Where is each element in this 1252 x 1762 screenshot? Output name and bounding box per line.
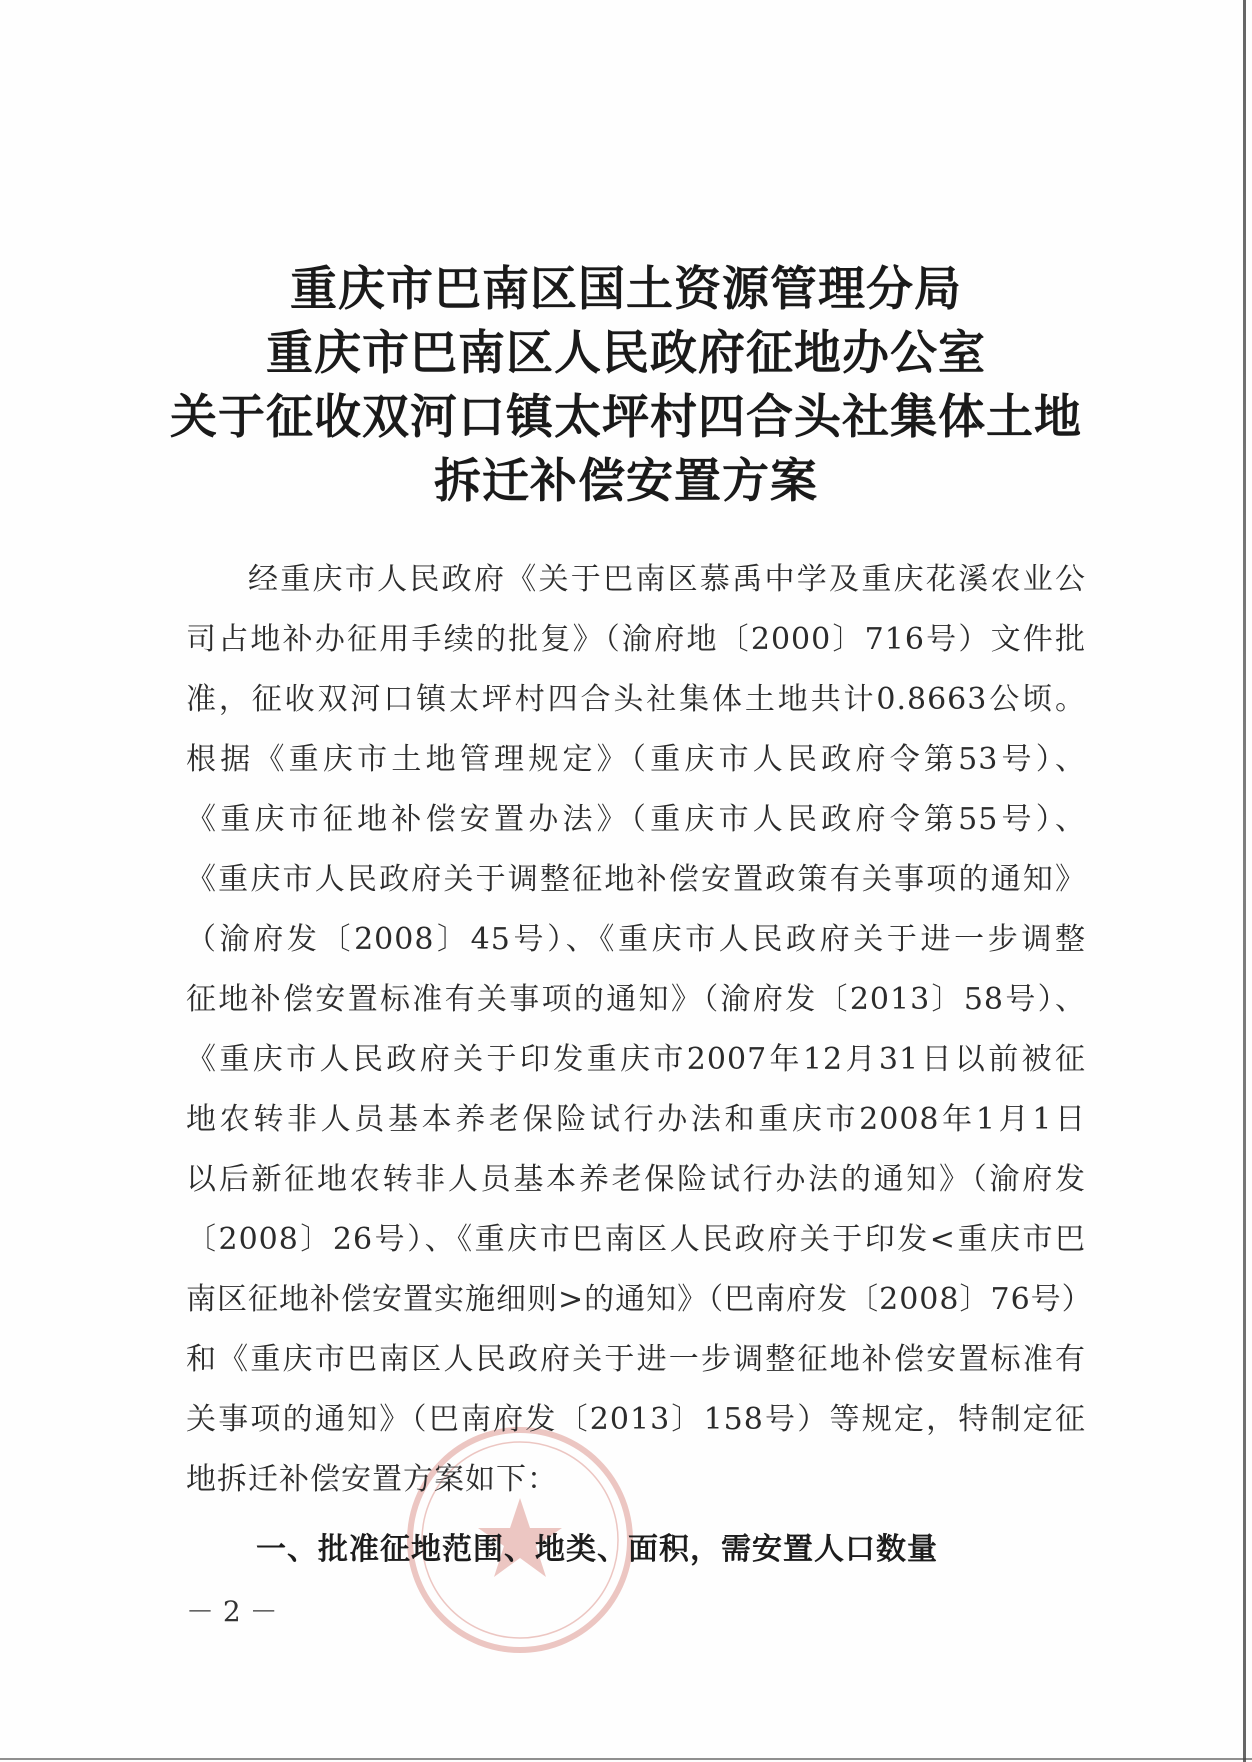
title-line-1: 重庆市巴南区国土资源管理分局 xyxy=(290,262,962,317)
body-line: 《重庆市征地补偿安置办法》（重庆市人民政府令第55号）、 xyxy=(186,802,1086,837)
title-line-2: 重庆市巴南区人民政府征地办公室 xyxy=(266,326,986,381)
body-line: 地拆迁补偿安置方案如下： xyxy=(186,1462,558,1497)
body-line: 〔2008〕26号）、《重庆市巴南区人民政府关于印发<重庆市巴 xyxy=(186,1222,1086,1257)
body-line: 关事项的通知》（巴南府发〔2013〕158号）等规定，特制定征 xyxy=(186,1402,1086,1437)
document-title xyxy=(0,258,1252,514)
body-paragraph xyxy=(186,550,1093,1510)
body-line: 《重庆市人民政府关于印发重庆市2007年12月31日以前被征 xyxy=(186,1042,1086,1077)
body-line: 南区征地补偿安置实施细则>的通知》（巴南府发〔2008〕76号） xyxy=(186,1282,1093,1317)
body-line: 以后新征地农转非人员基本养老保险试行办法的通知》（渝府发 xyxy=(186,1162,1086,1197)
body-line: 《重庆市人民政府关于调整征地补偿安置政策有关事项的通知》 xyxy=(186,862,1086,897)
section-heading-1: 一、批准征地范围、地类、面积，需安置人口数量 xyxy=(256,1532,938,1567)
page-number: － 2 － xyxy=(186,1595,278,1628)
title-line-4: 拆迁补偿安置方案 xyxy=(434,454,818,509)
scan-edge-bottom xyxy=(0,1758,1252,1760)
title-line-3: 关于征收双河口镇太坪村四合头社集体土地 xyxy=(170,390,1082,445)
body-line: 准，征收双河口镇太坪村四合头社集体土地共计0.8663公顷。 xyxy=(186,682,1086,717)
body-line: 经重庆市人民政府《关于巴南区慕禹中学及重庆花溪农业公 xyxy=(248,562,1086,597)
body-line: 征地补偿安置标准有关事项的通知》（渝府发〔2013〕58号）、 xyxy=(186,982,1086,1017)
body-line: （渝府发〔2008〕45号）、《重庆市人民政府关于进一步调整 xyxy=(186,922,1086,957)
body-line: 司占地补办征用手续的批复》（渝府地〔2000〕716号）文件批 xyxy=(186,622,1086,657)
body-line: 和《重庆市巴南区人民政府关于进一步调整征地补偿安置标准有 xyxy=(186,1342,1086,1377)
body-line: 根据《重庆市土地管理规定》（重庆市人民政府令第53号）、 xyxy=(186,742,1086,777)
body-line: 地农转非人员基本养老保险试行办法和重庆市2008年1月1日 xyxy=(186,1102,1086,1137)
